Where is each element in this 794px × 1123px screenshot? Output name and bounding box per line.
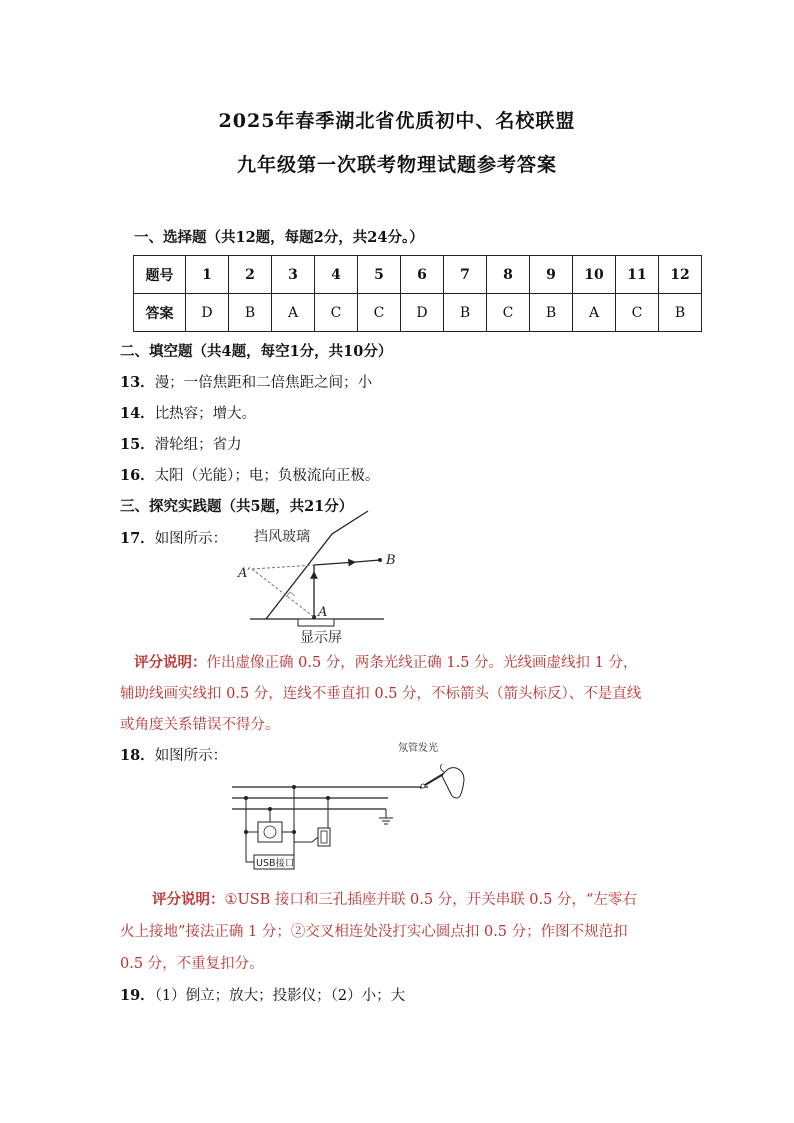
label-screen: 显示屏: [300, 630, 342, 645]
table-cell: B: [530, 294, 573, 332]
grading-label: 评分说明：: [134, 654, 207, 671]
section3-heading: 三、探究实践题（共5题，共21分）: [120, 498, 354, 515]
table-cell: C: [487, 294, 530, 332]
label-a: A: [318, 605, 328, 620]
question-number: 16．: [120, 467, 155, 484]
reflected-ray: [314, 562, 356, 565]
reflected-ray-end: [356, 560, 380, 562]
pen-tip: [421, 784, 425, 788]
question-number: 15．: [120, 436, 155, 453]
table-cell: A: [573, 294, 616, 332]
junction-dot: [292, 785, 296, 789]
answer-table: [133, 255, 702, 332]
q18-grading-line-3: 0.5 分，不重复扣分。: [120, 956, 264, 972]
grading-label: 评分说明：: [152, 891, 225, 908]
table-cell: D: [401, 294, 444, 332]
table-cell: B: [659, 294, 702, 332]
table-cell: C: [315, 294, 358, 332]
answer-15: [120, 433, 242, 454]
table-cell: 7: [444, 256, 487, 294]
table-cell: C: [358, 294, 401, 332]
table-row-numbers: [134, 256, 702, 294]
answer-18-lead: [120, 744, 227, 765]
table-cell: B: [229, 294, 272, 332]
question-number: 17．: [120, 530, 155, 547]
q17-grading-line-1: [134, 651, 638, 672]
answer-text: 漫；一倍焦距和二倍焦距之间；小: [154, 375, 373, 391]
table-cell: 5: [358, 256, 401, 294]
grading-text: ①USB 接口和三孔插座并联 0.5 分，开关串联 0.5 分，“左零右: [224, 892, 637, 908]
table-cell: 6: [401, 256, 444, 294]
section2-heading: 二、填空题（共4题，每空1分，共10分）: [120, 343, 393, 360]
table-cell: B: [444, 294, 487, 332]
q18-grading-line-2: 火上接地”接法正确 1 分；②交叉相连处没打实心圆点扣 0.5 分；作图不规范扣: [120, 924, 628, 940]
answer-text: 太阳（光能）；电；负极流向正极。: [154, 468, 380, 484]
junction-dot: [244, 796, 248, 800]
junction-dot: [326, 796, 330, 800]
title-line-2: 九年级第一次联考物理试题参考答案: [236, 154, 557, 176]
windshield-reflection-diagram: [230, 505, 400, 645]
label-usb: USB接口: [256, 858, 295, 869]
label-neon: 氖管发光: [398, 743, 438, 754]
q17-grading-line-2: 辅助线画实线扣 0.5 分，连线不垂直扣 0.5 分，不标箭头（箭头标反）、不是直线: [120, 686, 642, 702]
table-cell: D: [186, 294, 229, 332]
question-number: 14．: [120, 405, 155, 422]
title-line-1: 2025年春季湖北省优质初中、名校联盟: [218, 110, 576, 132]
label-a-prime: A′: [238, 566, 251, 581]
label-b: B: [386, 553, 396, 568]
q17-grading-line-3: 或角度关系错误不得分。: [120, 717, 280, 733]
display-screen: [298, 619, 334, 626]
three-hole-socket: [258, 822, 282, 842]
table-cell: C: [616, 294, 659, 332]
table-header-answer: 答案: [134, 294, 186, 332]
table-cell: 2: [229, 256, 272, 294]
answer-text: （1）倒立；放大；投影仪；（2）小；大: [154, 988, 406, 1004]
answer-text: 滑轮组；省力: [154, 437, 242, 453]
question-number: 19．: [120, 987, 155, 1004]
junction-dot: [244, 830, 248, 834]
junction-dot: [292, 830, 296, 834]
table-cell: A: [272, 294, 315, 332]
grading-text: 作出虚像正确 0.5 分，两条光线正确 1.5 分。光线画虚线扣 1 分，: [206, 655, 638, 671]
answer-17-lead: [120, 527, 227, 548]
answer-text: 如图所示：: [154, 531, 228, 547]
section1-heading: 一、选择题（共12题，每题2分，共24分。）: [134, 229, 424, 246]
answer-19: [120, 984, 405, 1005]
question-number: 13．: [120, 374, 155, 391]
answer-13: [120, 371, 372, 392]
answer-text: 比热容；增大。: [154, 406, 257, 422]
table-cell: 4: [315, 256, 358, 294]
q18-grading-line-1: [152, 888, 637, 909]
junction-dot: [268, 807, 272, 811]
table-cell: 10: [573, 256, 616, 294]
label-windshield: 挡风玻璃: [254, 529, 310, 545]
answer-text: 如图所示：: [154, 748, 228, 764]
table-cell: 12: [659, 256, 702, 294]
answer-16: [120, 464, 379, 485]
table-header-number: 题号: [134, 256, 186, 294]
answer-14: [120, 402, 256, 423]
table-cell: 8: [487, 256, 530, 294]
table-row-answers: [134, 294, 702, 332]
hand-icon: [442, 768, 464, 798]
point-b: [378, 558, 382, 562]
hand-thumb: [440, 764, 444, 772]
right-angle-mark: [286, 592, 295, 597]
household-circuit-diagram: [228, 734, 488, 874]
table-cell: 1: [186, 256, 229, 294]
table-cell: 3: [272, 256, 315, 294]
table-cell: 11: [616, 256, 659, 294]
table-cell: 9: [530, 256, 573, 294]
question-number: 18．: [120, 747, 155, 764]
perpendicular-dashed-line: [252, 569, 314, 617]
